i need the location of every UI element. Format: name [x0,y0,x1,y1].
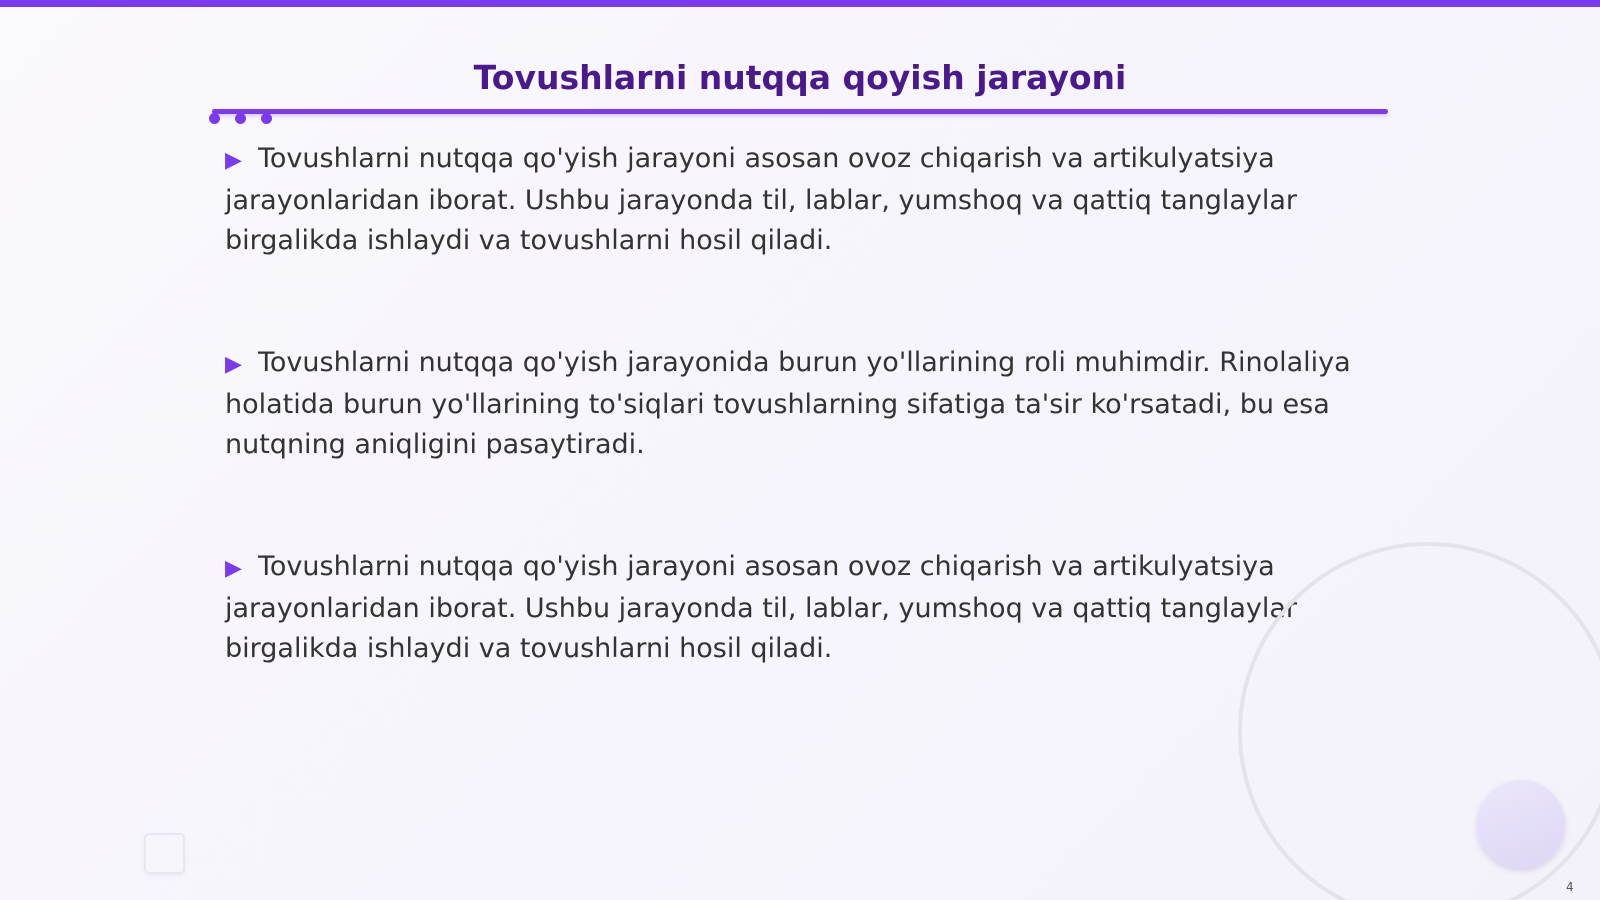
bullet-item [225,343,1385,465]
decorative-square [144,833,185,874]
underline-dot [261,113,272,124]
page-number: 4 [1566,880,1574,894]
slide-title: Tovushlarni nutqqa qoyish jarayoni [473,58,1127,97]
underline-dot [235,113,246,124]
title-underline [212,109,1388,114]
top-accent-bar [0,0,1600,7]
decorative-circle [1477,780,1565,868]
underline-dot [209,113,220,124]
bullet-item [225,547,1385,669]
play-arrow-icon: ▶ [225,556,242,581]
play-arrow-icon: ▶ [225,148,242,173]
bullet-text: Tovushlarni nutqqa qo'yish jarayoni asosan ovoz chiqarish va artikulyatsiya jarayonlaridan iborat. Ushbu jarayonda til, lablar, yumshoq va qattiq tanglaylar birgalikda ishlaydi va tovushlarni hosil qiladi. [225,143,1298,256]
play-arrow-icon: ▶ [225,352,242,377]
bullet-text: Tovushlarni nutqqa qo'yish jarayoni asosan ovoz chiqarish va artikulyatsiya jarayonlaridan iborat. Ushbu jarayonda til, lablar, yumshoq va qattiq tanglaylar birgalikda ishlaydi va tovushlarni hosil qiladi. [225,551,1298,664]
bullet-list [225,139,1385,751]
bullet-text: Tovushlarni nutqqa qo'yish jarayonida burun yo'llarining roli muhimdir. Rinolaliya holatida burun yo'llarining to'siqlari tovushlarning sifatiga ta'sir ko'rsatadi, bu esa nutqning aniqligini pasaytiradi. [225,347,1351,460]
bullet-item [225,139,1385,261]
